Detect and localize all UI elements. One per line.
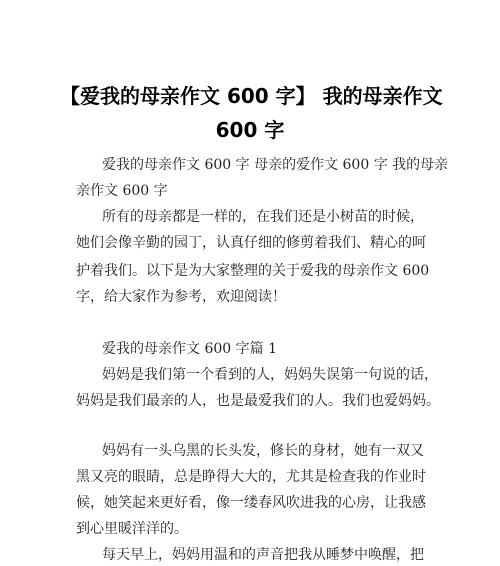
body-line: 所有的母亲都是一样的，在我们还是小树苗的时候，: [102, 209, 424, 225]
document-title-line-1: 【爱我的母亲作文 600 字】 我的母亲作文: [60, 84, 443, 108]
body-line: 候，她笑起来更好看，像一缕春风吹进我的心房，让我感: [76, 495, 426, 511]
body-line: 妈妈是我们第一个看到的人，妈妈失误第一句说的话，: [102, 367, 438, 383]
body-line: 每天早上，妈妈用温和的声音把我从睡梦中唤醒，把: [102, 547, 424, 563]
body-line: 亲作文 600 字: [76, 183, 168, 199]
section-heading: 爱我的母亲作文 600 字篇 1: [102, 341, 277, 357]
document-title-line-2: 600 字: [215, 118, 285, 142]
body-line: 她们会像辛勤的园丁，认真仔细的修剪着我们、精心的呵: [76, 235, 426, 251]
body-line: 到心里暖洋洋的。: [76, 521, 188, 537]
body-line: 护着我们。以下是为大家整理的关于爱我的母亲作文 600: [76, 263, 430, 279]
body-line: 爱我的母亲作文 600 字 母亲的爱作文 600 字 我的母亲: [102, 157, 449, 173]
body-line: 妈妈有一头乌黑的长头发，修长的身材，她有一双又: [102, 443, 424, 459]
body-line: 字，给大家作为参考，欢迎阅读！: [76, 289, 286, 305]
body-line: 妈妈是我们最亲的人，也是最爱我们的人。我们也爱妈妈。: [76, 393, 440, 409]
body-line: 黑又亮的眼睛，总是睁得大大的，尤其是检查我的作业时: [76, 469, 426, 485]
